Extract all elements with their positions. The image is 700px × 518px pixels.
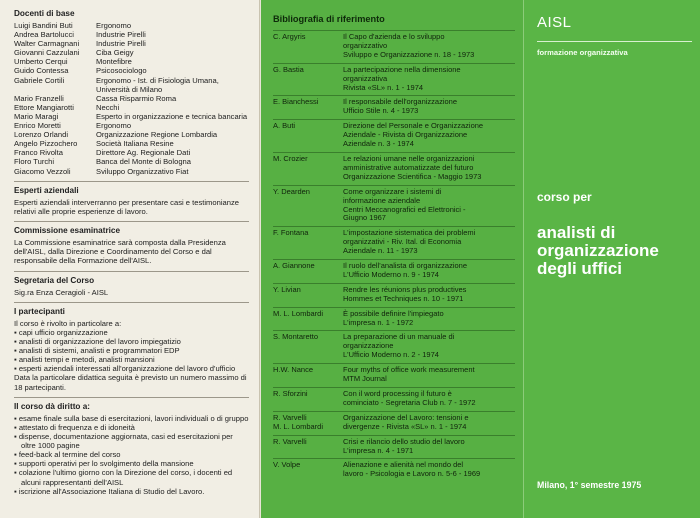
bibliography-entry <box>273 283 515 307</box>
entry-author: H.W. Nance <box>273 365 314 375</box>
entry-author: M. Crozier <box>273 153 308 163</box>
benefit-item: ▪ supporti operativi per lo svolgimento della mansione <box>14 459 249 468</box>
participant-item: ▪ analisti di organizzazione del lavoro impiegatizio <box>14 337 249 346</box>
faculty-name: Floro Turchi <box>14 157 55 167</box>
entry-author: A. Buti <box>273 121 296 131</box>
participant-item: ▪ capi ufficio organizzazione <box>14 328 249 337</box>
bibliography-entry <box>273 119 515 152</box>
participant-item: ▪ esperti aziendali interessati all'organizzazione del lavoro d'ufficio <box>14 364 249 373</box>
rights-title: Il corso dà diritto a: <box>14 401 90 411</box>
entry-author: C. Argyris <box>273 32 306 41</box>
entry-reference: Rendre les réunions plus productives Hommes et Techniques n. 10 - 1971 <box>343 284 467 303</box>
faculty-affiliation: Ergonomo - Ist. di Fisiologia Umana, Università di Milano <box>96 75 219 94</box>
entry-reference: Con il word processing il futuro è cominciato - Segretaria Club n. 7 - 1972 <box>343 389 476 407</box>
entry-reference: Alienazione e alienità nel mondo del lavoro - Psicologia e Lavoro n. 5-6 - 1969 <box>343 460 481 479</box>
bibliography-entry <box>273 363 515 387</box>
cover-panel <box>523 0 700 518</box>
entry-reference: Il responsabile dell'organizzazione Ufficio Stile n. 4 - 1973 <box>343 97 458 116</box>
faculty-affiliation: Montefibre <box>96 57 132 67</box>
faculty-affiliation: Necchi <box>96 102 120 112</box>
faculty-name: Andrea Bartolucci <box>14 30 74 40</box>
commission-title: Commissione esaminatrice <box>14 226 121 235</box>
entry-reference: Come organizzare i sistemi di informazione aziendale Centri Meccanografici ed Elettronici - Giugno 1967 <box>343 186 466 223</box>
divider <box>14 397 249 398</box>
divider <box>14 271 249 272</box>
info-panel <box>0 0 260 518</box>
benefit-item: ▪ colazione l'ultimo giorno con la Direzione del corso, i docenti ed alcuni rappresentanti dell'AISL <box>14 468 249 486</box>
faculty-name: Mario Maragi <box>14 111 59 121</box>
divider <box>537 41 692 42</box>
entry-author: S. Montaretto <box>273 332 319 342</box>
faculty-affiliation: Psicosociologo <box>96 66 147 76</box>
faculty-title: Docenti di base <box>14 9 75 18</box>
bibliography-panel <box>261 0 523 518</box>
bibliography-entry <box>273 307 515 331</box>
faculty-name: Umberto Cerqui <box>14 57 68 67</box>
faculty-affiliation: Organizzazione Regione Lombardia <box>96 130 218 140</box>
entry-reference: Il Capo d'azienda e lo sviluppo organizzativo Sviluppo e Organizzazione n. 18 - 1973 <box>343 32 475 59</box>
divider <box>14 302 249 303</box>
participants-title: I partecipanti <box>14 306 65 316</box>
brand-logo: AISL <box>537 14 572 31</box>
faculty-name: Walter Carmagnani <box>14 39 80 49</box>
entry-author: E. Bianchessi <box>273 97 319 107</box>
benefit-item: ▪ dispense, documentazione aggiornata, casi ed esercitazioni per oltre 1000 pagine <box>14 432 249 450</box>
entry-author: Y. Livian <box>273 284 301 294</box>
entry-author: G. Bastia <box>273 64 304 74</box>
participant-item: ▪ analisti tempi e metodi, analisti mansioni <box>14 355 249 364</box>
faculty-name: Ettore Mangiarotti <box>14 102 74 112</box>
entry-reference: L'impostazione sistematica dei problemi organizzativi - Riv. Ital. di Economia Aziendale n. 11 - 1973 <box>343 228 476 256</box>
divider <box>14 221 249 222</box>
faculty-affiliation: Direttore Ag. Regionale Dati <box>96 148 191 158</box>
faculty-name: Giacomo Vezzoli <box>14 166 71 176</box>
faculty-affiliation: Ergonomo <box>96 21 132 30</box>
entry-author: V. Volpe <box>273 460 301 470</box>
rights-list <box>14 414 249 496</box>
experts-text: Esperti aziendali interverranno per presentare casi e testimonianze relativi alle proprie esperienze di lavoro. <box>14 197 239 216</box>
benefit-item: ▪ esame finale sulla base di esercitazioni, lavori individuali o di gruppo <box>14 414 249 423</box>
entry-author: Y. Dearden <box>273 186 310 196</box>
faculty-affiliation: Esperto in organizzazione e tecnica bancaria <box>96 111 248 121</box>
bibliography-entry <box>273 411 515 435</box>
entry-author: R. Varvelli M. L. Lombardi <box>273 412 324 431</box>
commission-text: La Commissione esaminatrice sarà composta dalla Presidenza dell'AISL, dalla Direzione e Coordinamento del Corso e dal responsabile della Formazione dell'AISL. <box>14 238 226 266</box>
bibliography-entry <box>273 387 515 411</box>
faculty-affiliation: Banca del Monte di Bologna <box>96 157 191 167</box>
entry-author: M. L. Lombardi <box>273 308 324 318</box>
bibliography-entry <box>273 259 515 283</box>
entry-author: R. Varvelli <box>273 436 307 446</box>
participants-note: Data la particolare didattica seguita è previsto un numero massimo di 18 partecipanti. <box>14 373 247 392</box>
faculty-name: Guido Contessa <box>14 66 69 76</box>
entry-author: F. Fontana <box>273 228 309 238</box>
brand-subtitle: formazione organizzativa <box>537 48 628 57</box>
benefit-item: ▪ feed-back al termine del corso <box>14 450 249 459</box>
entry-reference: Il ruolo dell'analista di organizzazione L'Ufficio Moderno n. 9 - 1974 <box>343 261 468 279</box>
faculty-list <box>14 21 249 176</box>
benefit-item: ▪ iscrizione all'Associazione Italiana di Studio del Lavoro. <box>14 487 249 496</box>
footer-date: Milano, 1° semestre 1975 <box>537 480 642 490</box>
entry-reference: La partecipazione nella dimensione organizzativa Rivista «SL» n. 1 - 1974 <box>343 64 461 92</box>
participants-intro: Il corso è rivolto in particolare a: <box>14 318 122 328</box>
divider <box>14 181 249 182</box>
course-title: analisti di organizzazione degli uffici <box>537 223 659 278</box>
faculty-name: Mario Franzelli <box>14 93 64 103</box>
entry-reference: Organizzazione del Lavoro: tensioni e divergenze - Rivista «SL» n. 1 - 1974 <box>343 412 469 431</box>
entry-author: A. Giannone <box>273 261 315 271</box>
entry-reference: La preparazione di un manuale di organizzazione L'Ufficio Moderno n. 2 - 1974 <box>343 332 455 360</box>
faculty-name: Luigi Bandini Buti <box>14 21 73 30</box>
bibliography-entry <box>273 185 515 227</box>
faculty-affiliation: Ciba Geigy <box>96 48 134 58</box>
entry-reference: Direzione del Personale e Organizzazione Aziendale - Rivista di Organizzazione Aziendale n. 3 - 1974 <box>343 121 484 149</box>
course-prefix: corso per <box>537 190 592 204</box>
bibliography-entry <box>273 30 515 63</box>
bibliography-entry <box>273 95 515 119</box>
faculty-affiliation: Società Italiana Resine <box>96 139 174 149</box>
entry-reference: Crisi e rilancio dello studio del lavoro L'impresa n. 4 - 1971 <box>343 436 465 455</box>
benefit-item: ▪ attestato di frequenza e di idoneità <box>14 423 249 432</box>
secretary-title: Segretaria del Corso <box>14 275 95 285</box>
faculty-affiliation: Cassa Risparmio Roma <box>96 93 177 103</box>
entry-reference: Four myths of office work measurement MTM Journal <box>343 365 475 384</box>
experts-title: Esperti aziendali <box>14 185 79 195</box>
faculty-name: Lorenzo Orlandi <box>14 130 69 140</box>
bibliography-entry <box>273 152 515 185</box>
participants-list <box>14 328 249 373</box>
faculty-affiliation: Ergonomo <box>96 121 132 131</box>
bibliography-title: Bibliografia di riferimento <box>273 14 385 24</box>
bibliography-entry <box>273 458 515 482</box>
bibliography-list <box>273 30 515 482</box>
participant-item: ▪ analisti di sistemi, analisti e programmatori EDP <box>14 346 249 355</box>
entry-reference: Le relazioni umane nelle organizzazioni amministrative automatizzate del futuro Organizzazione Scientifica - Maggio 1973 <box>343 153 482 181</box>
bibliography-entry <box>273 330 515 363</box>
bibliography-entry <box>273 435 515 459</box>
faculty-name: Enrico Moretti <box>14 121 61 131</box>
faculty-name: Gabriele Cortili <box>14 75 65 85</box>
faculty-name: Angelo Pizzochero <box>14 139 78 149</box>
faculty-name: Franco Rivolta <box>14 148 63 158</box>
entry-author: R. Sforzini <box>273 389 308 398</box>
secretary-text: Sig.ra Enza Ceragioli - AISL <box>14 287 109 297</box>
bibliography-entry <box>273 63 515 96</box>
faculty-name: Giovanni Cazzulani <box>14 48 80 58</box>
bibliography-entry <box>273 226 515 259</box>
faculty-affiliation: Sviluppo Organizzativo Fiat <box>96 166 189 176</box>
entry-reference: È possibile definire l'impiegato L'impresa n. 1 - 1972 <box>343 308 444 327</box>
faculty-affiliation: Industrie Pirelli <box>96 39 146 49</box>
faculty-affiliation: Industrie Pirelli <box>96 30 146 40</box>
